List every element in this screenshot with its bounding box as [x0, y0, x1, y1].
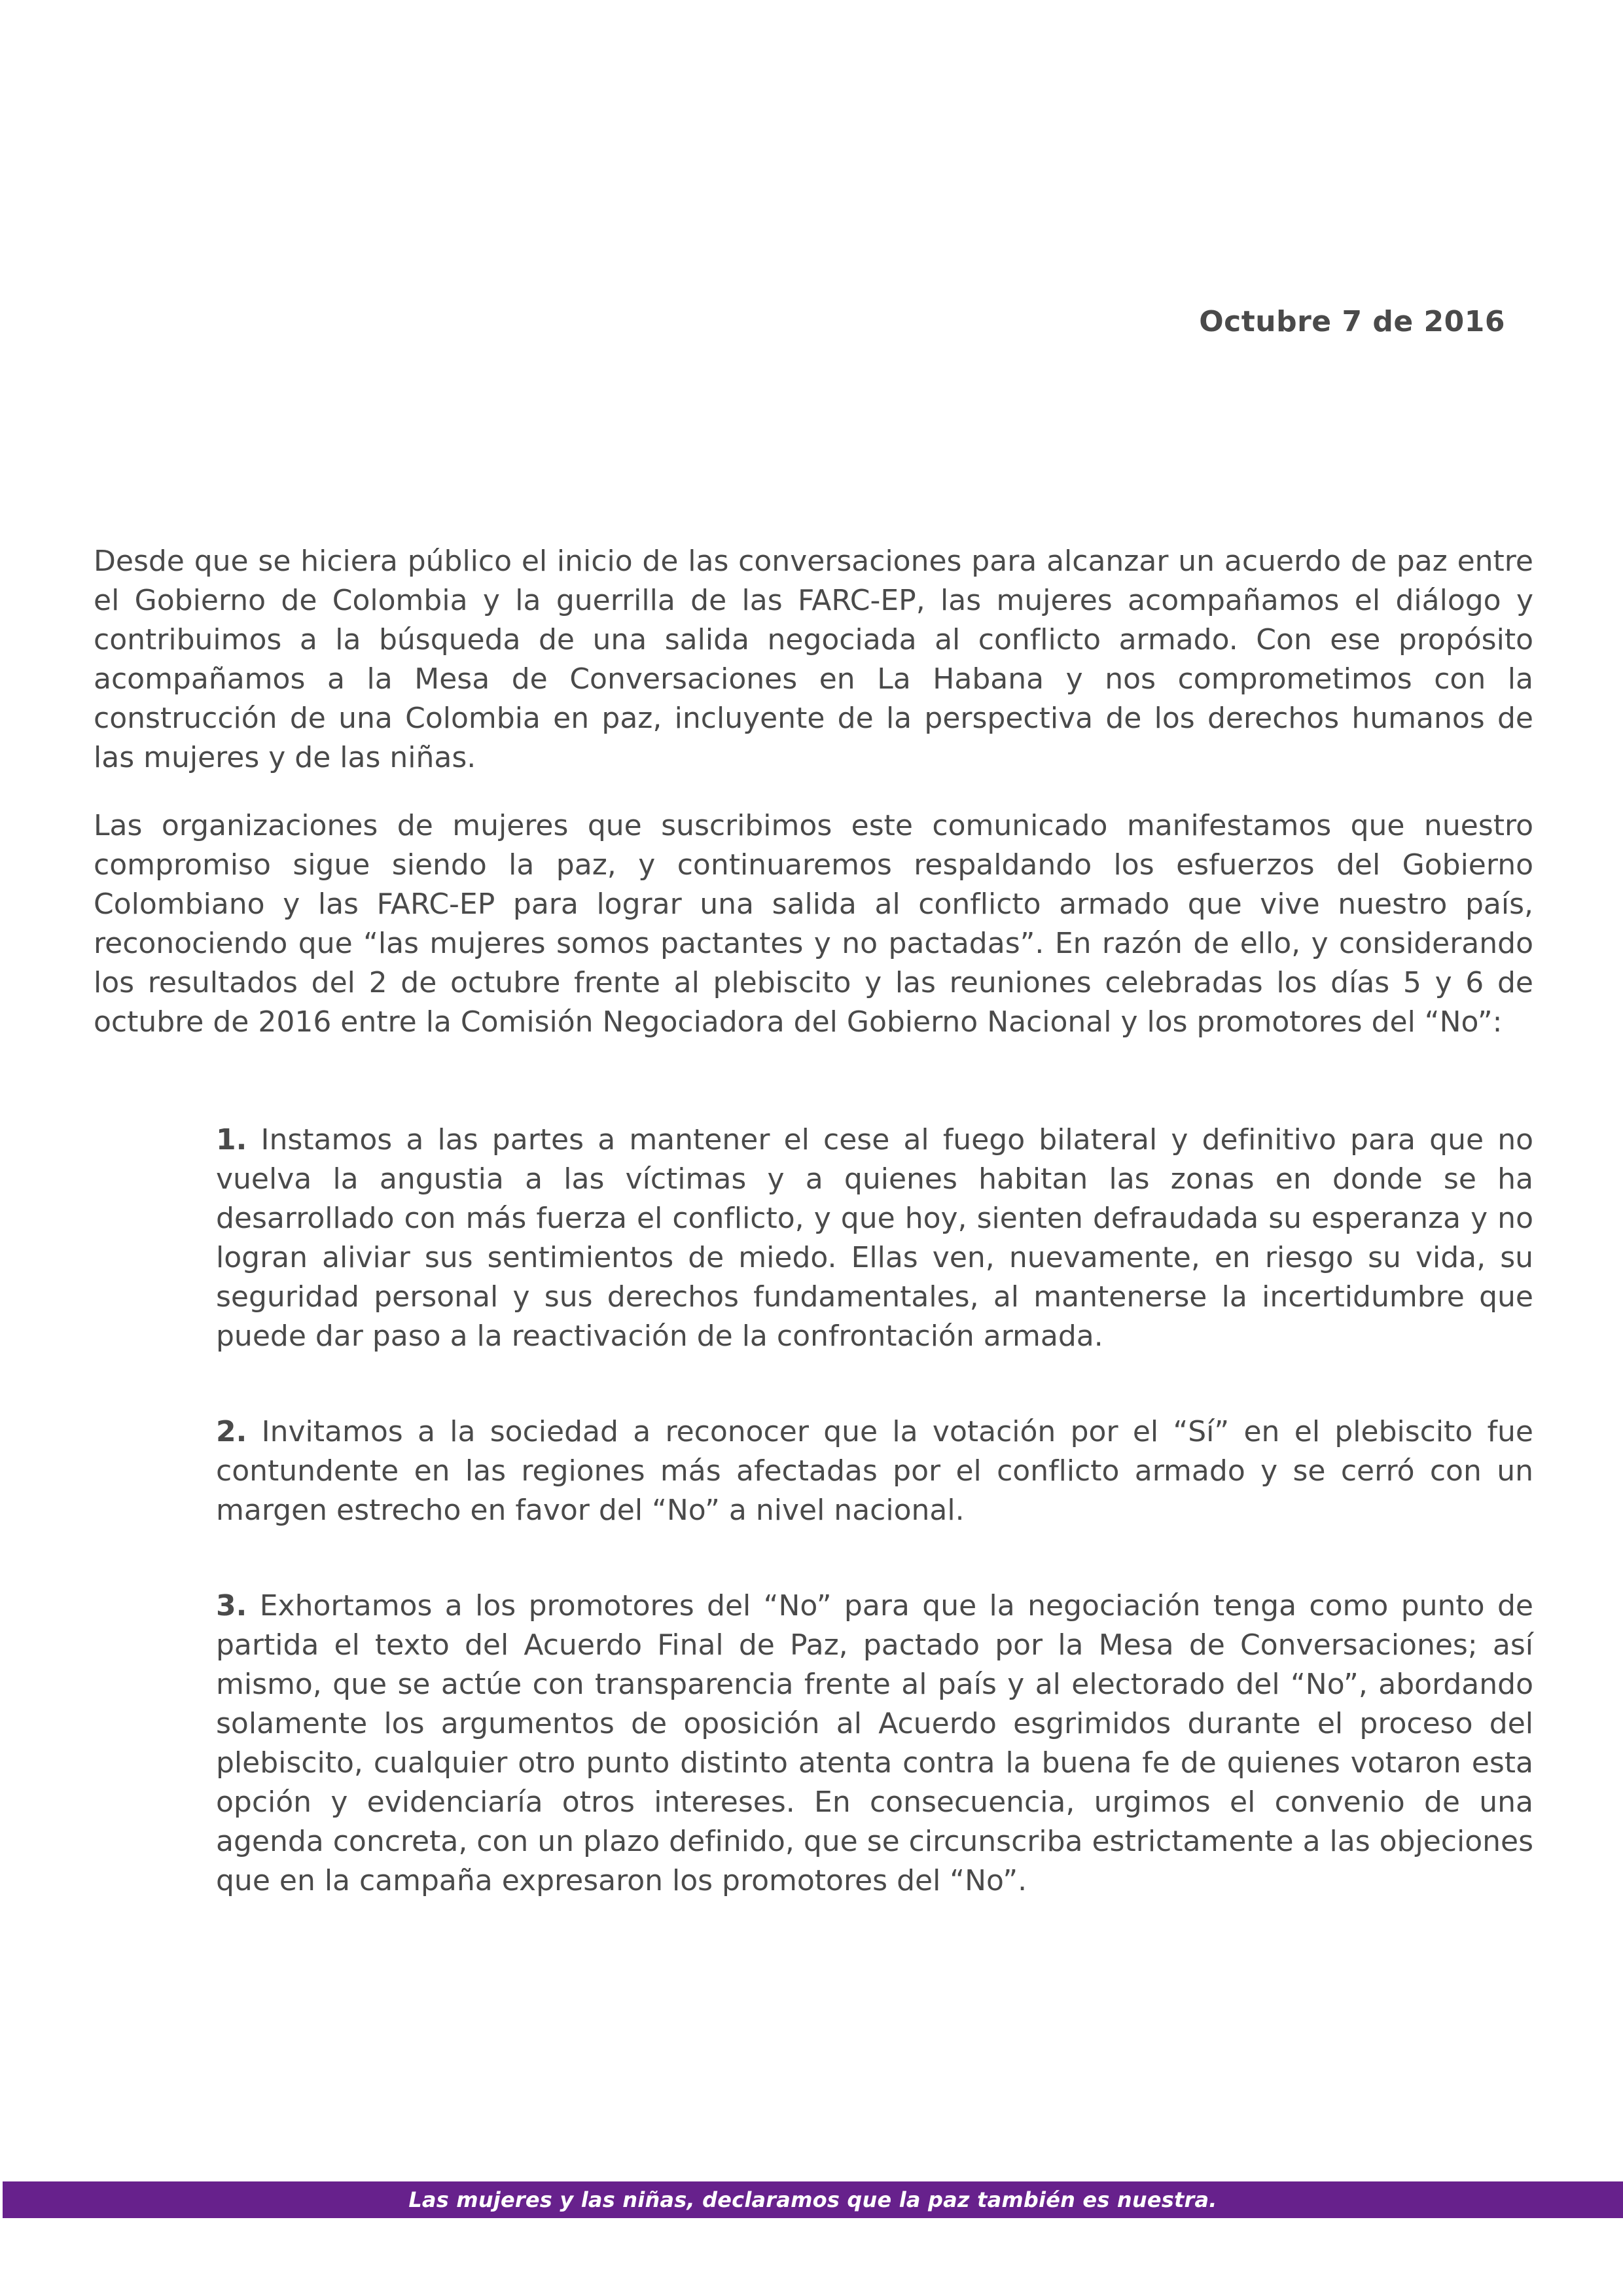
paragraph-1: Desde que se hiciera público el inicio de las conversaciones para alcanzar un acuerdo de paz entre el Gobierno de Colombia y la guerrilla de las FARC-EP, las mujeres acompañamos el diálogo y contribuimos a la búsqueda de una salida negociada al conflicto armado. Con ese propósito acompañamos a la Mesa de Conversaciones en La Habana y nos comprometimos con la construcción de una Colombia en paz, incluyente de la perspectiva de los derechos humanos de las mujeres y de las niñas.	[94, 545, 1533, 774]
clause-text-1: Instamos a las partes a mantener el cese al fuego bilateral y definitivo para que no vuelva la angustia a las víctimas y a quienes habitan las zonas en donde se ha desarrollado con más fuerza el conflicto, y que hoy, sienten defraudada su esperanza y no logran aliviar sus sentimientos de miedo. Ellas ven, nuevamente, en riesgo su vida, su seguridad personal y sus derechos fundamentales, al mantenerse la incertidumbre que puede dar paso a la reactivación de la confrontación armada.	[216, 1123, 1533, 1353]
clause-number-1: 1.	[216, 1123, 247, 1157]
clause-item-2	[216, 1412, 1533, 1530]
paragraph-2: Las organizaciones de mujeres que suscribimos este comunicado manifestamos que nuestro compromiso sigue siendo la paz, y continuaremos respaldando los esfuerzos del Gobierno Colombiano y las FARC-EP para lograr una salida al conflicto armado que vive nuestro país, reconociendo que “las mujeres somos pactantes y no pactadas”. En razón de ello, y considerando los resultados del 2 de octubre frente al plebiscito y las reuniones celebradas los días 5 y 6 de octubre de 2016 entre la Comisión Negociadora del Gobierno Nacional y los promotores del “No”:	[94, 809, 1533, 1039]
date-line: Octubre 7 de 2016	[1199, 305, 1505, 338]
numbered-clause-list	[216, 1121, 1533, 1901]
footer-slogan: Las mujeres y las niñas, declaramos que la paz también es nuestra.	[408, 2187, 1217, 2212]
clause-item-1	[216, 1121, 1533, 1356]
footer-banner	[3, 2181, 1623, 2218]
clause-text-2: Invitamos a la sociedad a reconocer que la votación por el “Sí” en el plebiscito fue contundente en las regiones más afectadas por el conflicto armado y se cerró con un margen estrecho en favor del “No” a nivel nacional.	[216, 1415, 1533, 1527]
intro-paragraphs	[94, 542, 1533, 1042]
clause-text-3: Exhortamos a los promotores del “No” para que la negociación tenga como punto de partida el texto del Acuerdo Final de Paz, pactado por la Mesa de Conversaciones; así mismo, que se actúe con transparencia frente al país y al electorado del “No”, abordando solamente los argumentos de oposición al Acuerdo esgrimidos durante el proceso del plebiscito, cualquier otro punto distinto atenta contra la buena fe de quienes votaron esta opción y evidenciaría otros intereses. En consecuencia, urgimos el convenio de una agenda concreta, con un plazo definido, que se circunscriba estrictamente a las objeciones que en la campaña expresaron los promotores del “No”.	[216, 1589, 1533, 1897]
clause-item-3	[216, 1587, 1533, 1901]
clause-number-3: 3.	[216, 1589, 247, 1623]
clause-number-2: 2.	[216, 1415, 247, 1448]
